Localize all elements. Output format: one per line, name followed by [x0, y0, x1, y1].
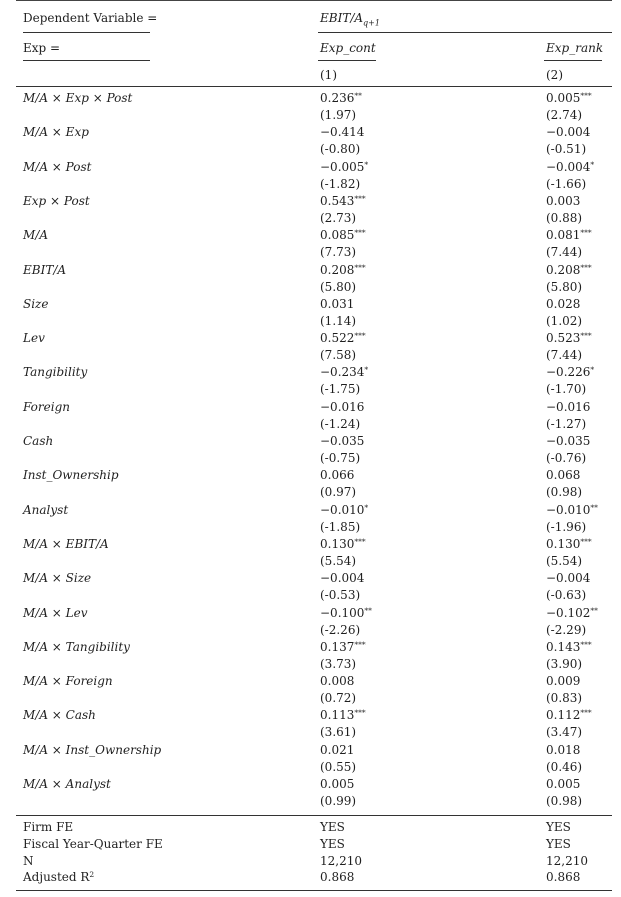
col2-tstat: (0.98): [546, 485, 583, 500]
col1-tstat: (2.73): [320, 210, 357, 225]
table-row-tstat: [0, 554, 621, 571]
col1-coefficient: 0.005: [320, 777, 355, 791]
col2-coefficient: 0.018: [546, 742, 581, 757]
row-label: M/A × Post: [23, 159, 92, 174]
row-label: M/A × Analyst: [23, 777, 111, 791]
table-row-tstat: [0, 623, 621, 640]
col1-coefficient: −0.100**: [320, 605, 372, 620]
col1-number: (1): [320, 68, 337, 82]
table-row-tstat: [0, 348, 621, 365]
col1-tstat: (-1.85): [320, 519, 361, 534]
col2-coefficient: 0.003: [546, 193, 581, 208]
col2-tstat: (5.80): [546, 279, 583, 294]
footer-row: [0, 837, 621, 854]
col2-coefficient: −0.004*: [546, 159, 595, 174]
col2-coefficient: 0.523***: [546, 331, 592, 346]
dep-var-value: EBIT/$A_{q+1}$: [320, 11, 380, 28]
table-row-tstat: [0, 691, 621, 708]
col1-tstat: (0.97): [320, 485, 357, 500]
col2-coefficient: −0.102**: [546, 605, 598, 620]
col2-coefficient: 0.143***: [546, 639, 592, 654]
col2-tstat: (1.02): [546, 313, 583, 328]
col2-coefficient: −0.010**: [546, 502, 598, 517]
footer-label: Adjusted $R^2$: [23, 870, 95, 885]
table-row: [0, 263, 621, 280]
col1-exp-underline: [318, 60, 376, 61]
table-row: [0, 297, 621, 314]
exp-label: Exp =: [23, 41, 61, 55]
col2-tstat: (-0.76): [546, 451, 587, 465]
row-label: M/A × Exp × Post: [23, 91, 133, 105]
table-row: [0, 91, 621, 108]
table-row: [0, 708, 621, 725]
col1-coefficient: 0.066: [320, 468, 355, 483]
table-row-tstat: [0, 142, 621, 159]
col2-coefficient: 0.068: [546, 468, 581, 483]
table-row: [0, 537, 621, 554]
footer-col2-value: 0.868: [546, 870, 581, 885]
col2-tstat: (2.74): [546, 108, 583, 122]
dep-var-label: Dependent Variable =: [23, 11, 158, 25]
col1-coefficient: 0.031: [320, 296, 355, 311]
col1-tstat: (-1.24): [320, 416, 361, 431]
col2-tstat: (-0.63): [546, 588, 587, 603]
col1-coefficient: 0.085***: [320, 228, 366, 243]
table-row: [0, 640, 621, 657]
top-border: [16, 0, 612, 2]
footer-col2-value: YES: [546, 820, 571, 834]
table-row: [0, 434, 621, 451]
table-row: [0, 503, 621, 520]
col2-tstat: (-2.29): [546, 622, 587, 637]
table-row-tstat: [0, 794, 621, 811]
col1-tstat: (0.99): [320, 794, 357, 808]
col2-coefficient: 0.208***: [546, 262, 592, 277]
row-label: Cash: [23, 434, 54, 448]
col1-tstat: (-2.26): [320, 622, 361, 637]
table-row: [0, 468, 621, 485]
col2-number: (2): [546, 68, 563, 82]
row-label: Inst_Ownership: [23, 468, 119, 483]
col2-tstat: (-1.70): [546, 382, 587, 397]
col1-tstat: (5.80): [320, 279, 357, 294]
col1-coefficient: 0.008: [320, 674, 355, 689]
footer-col1-value: YES: [320, 836, 345, 851]
footer-row: [0, 820, 621, 837]
col1-coefficient: 0.130***: [320, 536, 366, 551]
table-row: [0, 365, 621, 382]
col2-coefficient: 0.112***: [546, 708, 592, 723]
col2-tstat: (0.46): [546, 759, 583, 774]
col1-tstat: (1.97): [320, 108, 357, 122]
col1-coefficient: −0.016: [320, 399, 365, 414]
col1-tstat: (-1.75): [320, 382, 361, 397]
footer-col1-value: 12,210: [320, 853, 362, 868]
col2-coefficient: −0.035: [546, 434, 591, 448]
table-row: [0, 331, 621, 348]
table-row-tstat: [0, 314, 621, 331]
table-row-tstat: [0, 760, 621, 777]
table-row: [0, 777, 621, 794]
table-row: [0, 125, 621, 142]
col2-coefficient: 0.005***: [546, 91, 592, 105]
table-row: [0, 160, 621, 177]
col2-tstat: (3.90): [546, 656, 583, 671]
col1-coefficient: −0.010*: [320, 502, 369, 517]
footer-col1-value: 0.868: [320, 870, 355, 885]
col1-coefficient: −0.005*: [320, 159, 369, 174]
footer-col2-value: YES: [546, 836, 571, 851]
col2-coefficient: 0.009: [546, 674, 581, 689]
row-label: M/A × Tangibility: [23, 639, 130, 654]
col1-coefficient: 0.522***: [320, 331, 366, 346]
table-row: [0, 674, 621, 691]
col1-tstat: (-0.53): [320, 588, 361, 603]
row-label: Exp × Post: [23, 193, 90, 208]
col1-tstat: (7.58): [320, 348, 357, 363]
table-row-tstat: [0, 177, 621, 194]
dep-var-value-underline: [318, 32, 612, 33]
bottom-rule: [16, 890, 612, 891]
col1-coefficient: 0.208***: [320, 262, 366, 277]
table-row-tstat: [0, 657, 621, 674]
footer-col2-value: 12,210: [546, 853, 588, 868]
col1-coefficient: −0.004: [320, 571, 365, 586]
table-row: [0, 194, 621, 211]
col1-tstat: (7.73): [320, 245, 357, 260]
col2-tstat: (0.83): [546, 691, 583, 706]
col1-tstat: (0.55): [320, 759, 357, 774]
col2-coefficient: 0.130***: [546, 536, 592, 551]
col2-coefficient: 0.081***: [546, 228, 592, 243]
col1-tstat: (3.73): [320, 656, 357, 671]
dep-var-underline: [23, 32, 150, 33]
col2-tstat: (-0.51): [546, 142, 587, 157]
col2-tstat: (0.98): [546, 794, 583, 808]
col1-coefficient: 0.113***: [320, 708, 366, 723]
col2-tstat: (7.44): [546, 245, 583, 260]
row-label: M/A × Size: [23, 571, 92, 586]
row-label: M/A × Exp: [23, 125, 89, 140]
col1-coefficient: 0.137***: [320, 639, 366, 654]
row-label: M/A: [23, 228, 48, 243]
footer-col1-value: YES: [320, 820, 345, 834]
table-row-tstat: [0, 520, 621, 537]
row-label: M/A × EBIT/A: [23, 536, 109, 551]
footer-row: [0, 854, 621, 871]
col2-exp-header: Exp_rank: [546, 41, 604, 55]
row-label: M/A × Foreign: [23, 674, 113, 689]
row-label: Lev: [23, 331, 45, 346]
table-row-tstat: [0, 451, 621, 468]
col2-tstat: (7.44): [546, 348, 583, 363]
col2-coefficient: 0.028: [546, 296, 581, 311]
header-rule: [16, 86, 612, 87]
col2-exp-underline: [544, 60, 602, 61]
col1-tstat: (3.61): [320, 725, 357, 740]
footer-label: N: [23, 853, 34, 868]
row-label: EBIT/A: [23, 262, 67, 277]
footer-row: [0, 870, 621, 887]
col2-tstat: (3.47): [546, 725, 583, 740]
col2-coefficient: −0.226*: [546, 365, 595, 380]
col1-exp-header: Exp_cont: [320, 41, 376, 55]
col1-tstat: (-0.75): [320, 451, 361, 465]
col2-tstat: (0.88): [546, 210, 583, 225]
table-row-tstat: [0, 280, 621, 297]
col1-coefficient: −0.035: [320, 434, 365, 448]
row-label: Foreign: [23, 399, 70, 414]
footer-rule: [16, 815, 612, 816]
col1-coefficient: 0.021: [320, 742, 355, 757]
exp-underline: [23, 60, 150, 61]
col1-tstat: (1.14): [320, 313, 357, 328]
footer-label: Fiscal Year-Quarter FE: [23, 836, 163, 851]
table-row-tstat: [0, 108, 621, 125]
col1-tstat: (0.72): [320, 691, 357, 706]
table-row-tstat: [0, 485, 621, 502]
col2-tstat: (5.54): [546, 553, 583, 568]
table-row: [0, 606, 621, 623]
col1-coefficient: −0.414: [320, 125, 365, 140]
col1-coefficient: −0.234*: [320, 365, 369, 380]
row-label: Tangibility: [23, 365, 88, 380]
row-label: M/A × Cash: [23, 708, 96, 723]
col2-coefficient: 0.005: [546, 777, 581, 791]
table-row-tstat: [0, 417, 621, 434]
table-row: [0, 571, 621, 588]
col2-tstat: (-1.96): [546, 519, 587, 534]
table-row-tstat: [0, 211, 621, 228]
col1-coefficient: 0.236**: [320, 91, 362, 105]
table-row: [0, 400, 621, 417]
col2-tstat: (-1.27): [546, 416, 587, 431]
table-row-tstat: [0, 588, 621, 605]
table-row-tstat: [0, 725, 621, 742]
row-label: M/A × Inst_Ownership: [23, 742, 162, 757]
col1-coefficient: 0.543***: [320, 193, 366, 208]
row-label: Size: [23, 296, 49, 311]
row-label: M/A × Lev: [23, 605, 88, 620]
row-label: Analyst: [23, 502, 69, 517]
col2-coefficient: −0.016: [546, 399, 591, 414]
table-row-tstat: [0, 382, 621, 399]
col1-tstat: (-0.80): [320, 142, 361, 157]
col2-coefficient: −0.004: [546, 125, 591, 140]
col2-tstat: (-1.66): [546, 176, 587, 191]
col2-coefficient: −0.004: [546, 571, 591, 586]
table-row: [0, 743, 621, 760]
table-row: [0, 228, 621, 245]
col1-tstat: (5.54): [320, 553, 357, 568]
col1-tstat: (-1.82): [320, 176, 361, 191]
footer-label: Firm FE: [23, 820, 74, 834]
table-row-tstat: [0, 245, 621, 262]
